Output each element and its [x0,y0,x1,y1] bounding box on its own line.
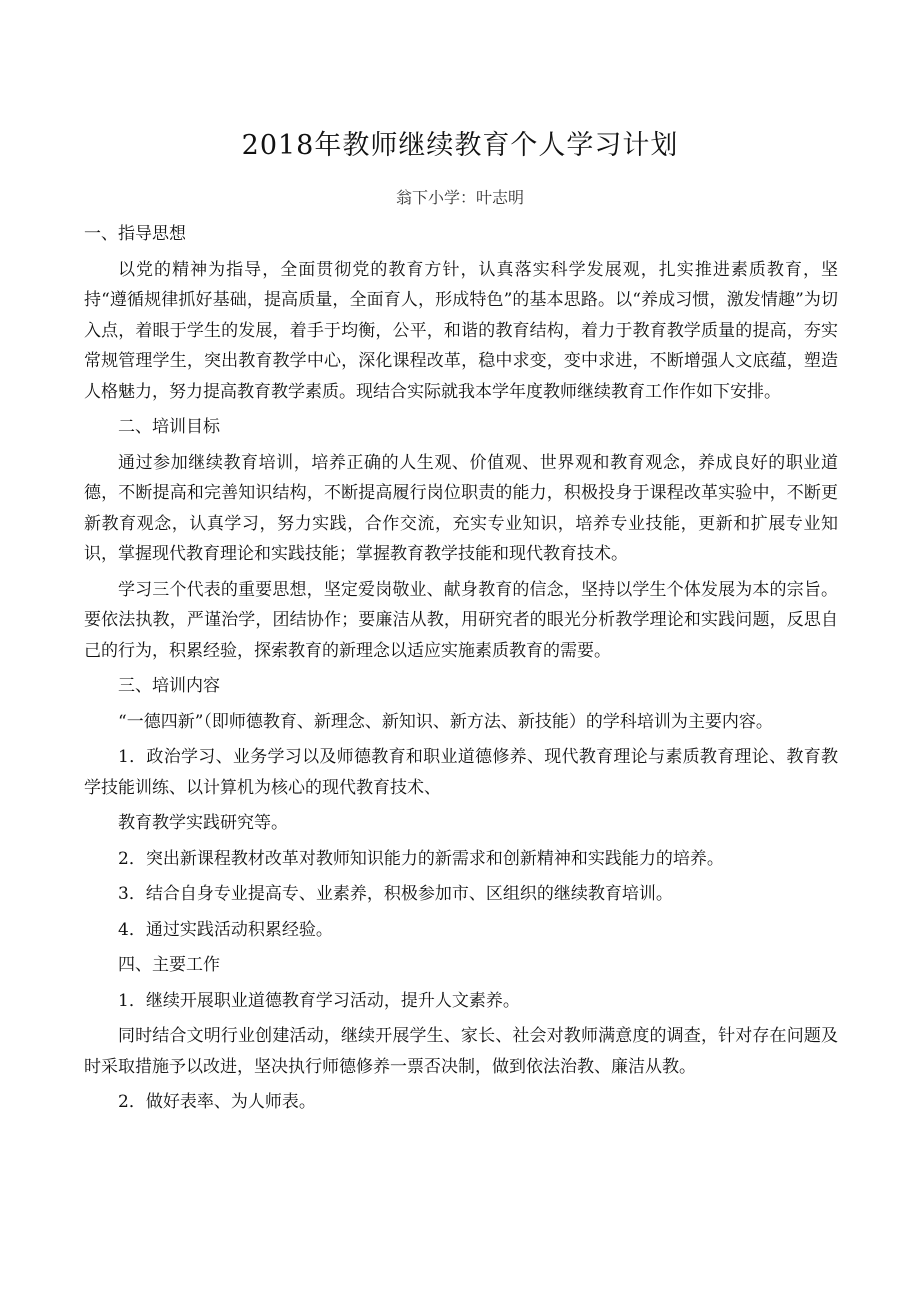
list-item-content-1: 1．政治学习、业务学习以及师德教育和职业道德修养、现代教育理论与素质教育理论、教育教学技能训练、以计算机为核心的现代教育技术、 [84,747,838,798]
document-body [84,219,838,1123]
paragraph-training-content-intro: “一德四新”（即师德教育、新理念、新知识、新方法、新技能）的学科培训为主要内容。 [118,711,773,732]
list-item-work-2: 2．做好表率、为人师表。 [118,1092,316,1112]
section-heading-training-goals: 二、培训目标 [118,417,220,437]
list-item-content-1-continued: 教育教学实践研究等。 [118,813,288,833]
list-item-work-1: 1．继续开展职业道德教育学习活动，提升人文素养。 [118,990,520,1011]
list-item-content-3: 3．结合自身专业提高专、业素养，积极参加市、区组织的继续教育培训。 [118,884,673,904]
paragraph-training-goals-1: 通过参加继续教育培训，培养正确的人生观、价值观、世界观和教育观念，养成良好的职业道德，不断提高和完善知识结构，不断提高履行岗位职责的能力，积极投身于课程改革实验中，不断更新教育观念，认真学习，努力实践，合作交流，充实专业知识，培养专业技能，更新和扩展专业知识，掌握现代教育理论和实践技能；掌握教育教学技能和现代教育技术。 [84,452,838,564]
list-item-content-4: 4．通过实践活动积累经验。 [118,919,333,940]
document-author: 翁下小学：叶志明 [395,188,524,207]
list-item-content-2: 2．突出新课程教材改革对教师知识能力的新需求和创新精神和实践能力的培养。 [118,848,724,869]
section-heading-guiding-ideology: 一、指导思想 [84,224,186,244]
section-heading-training-content: 三、培训内容 [118,676,220,696]
paragraph-guiding-ideology: 以党的精神为指导，全面贯彻党的教育方针，认真落实科学发展观，扎实推进素质教育，坚持“遵循规律抓好基础，提高质量，全面育人，形成特色”的基本思路。以“养成习惯，激发情趣”为切入点，着眼于学生的发展，着手于均衡，公平，和谐的教育结构，着力于教育教学质量的提高，夯实常规管理学生，突出教育教学中心，深化课程改革，稳中求变，变中求进，不断增强人文底蕴，塑造人格魅力，努力提高教育教学素质。现结合实际就我本学年度教师继续教育工作作如下安排。 [84,259,838,402]
paragraph-training-goals-2: 学习三个代表的重要思想，坚定爱岗敬业、献身教育的信念，坚持以学生个体发展为本的宗旨。要依法执教，严谨治学，团结协作；要廉洁从教，用研究者的眼光分析教学理论和实践问题，反思自己的行为，积累经验，探索教育的新理念以适应实施素质教育的需要。 [84,579,838,661]
paragraph-work-1-detail: 同时结合文明行业创建活动，继续开展学生、家长、社会对教师满意度的调查，针对存在问题及时采取措施予以改进，坚决执行师德修养一票否决制，做到依法治教、廉洁从教。 [84,1026,838,1077]
section-heading-main-work: 四、主要工作 [118,955,220,975]
document-title: 2018年教师继续教育个人学习计划 [241,130,679,161]
